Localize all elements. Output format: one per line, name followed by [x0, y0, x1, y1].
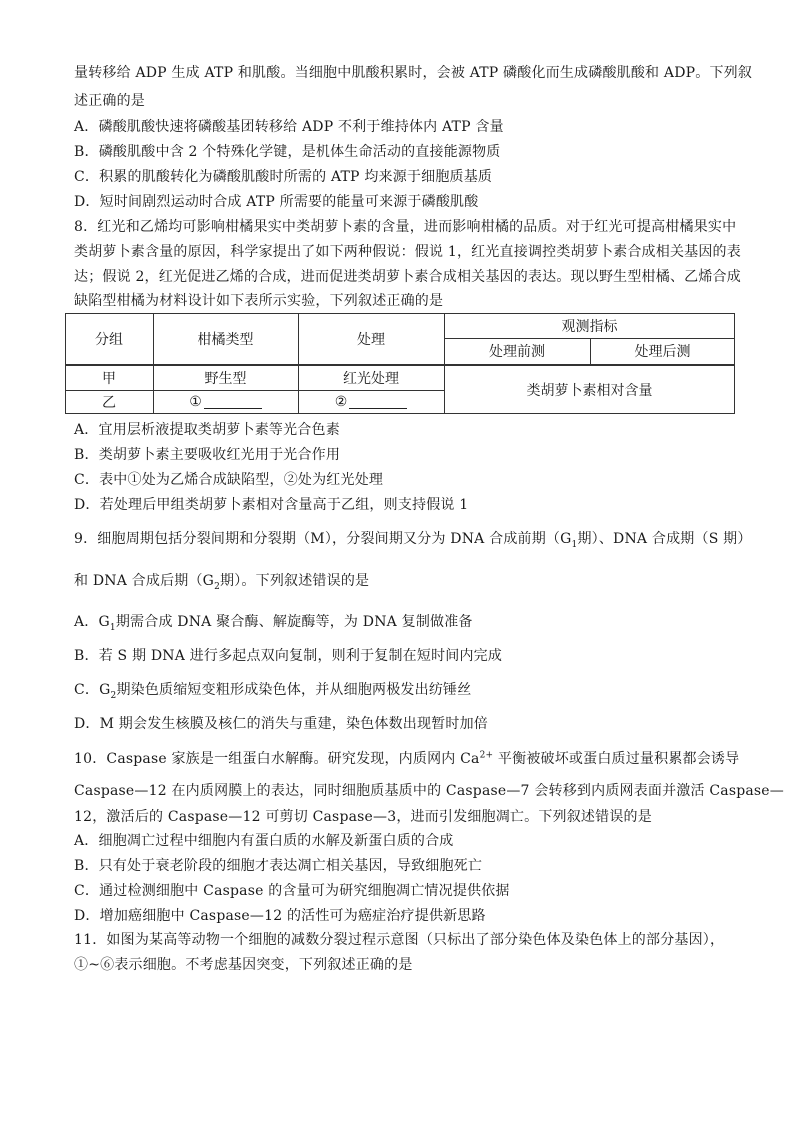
q8-experiment-table: [65, 313, 735, 414]
td-group-yi: 乙: [102, 394, 116, 411]
td-treatment-yi: [298, 390, 444, 413]
q9-opt-c-b: 期染色质缩短变粗形成染色体，并从细胞两极发出纺锤丝: [116, 682, 472, 698]
q10-stem-line-2: Caspase—12 在内质网膜上的表达，同时细胞质基质中的 Caspase—7 会转移到内质网表面并激活 Caspase—: [74, 783, 784, 799]
q9-stem-1a: 9．细胞周期包括分裂间期和分裂期（M），分裂间期又分为 DNA 合成前期（G: [74, 531, 572, 547]
q9-opt-a-sub: 1: [109, 622, 116, 633]
q9-option-a: [74, 613, 473, 631]
td-observation-merged: 类胡萝卜素相对含量: [526, 382, 653, 399]
q9-stem-1b: 期）、DNA 合成期（S 期）: [577, 531, 752, 547]
q10-option-c: C．通过检测细胞中 Caspase 的含量可为研究细胞凋亡情况提供依据: [74, 883, 510, 899]
q9-option-b: B．若 S 期 DNA 进行多起点双向复制，则利于复制在短时间内完成: [74, 648, 503, 664]
q7-option-a: A．磷酸肌酸快速将磷酸基团转移给 ADP 不利于维持体内 ATP 含量: [74, 119, 504, 135]
q8-option-c: C．表中①处为乙烯合成缺陷型，②处为红光处理: [74, 472, 384, 488]
q10-stem-line-1: [74, 750, 739, 768]
td-type-yi: [153, 390, 298, 413]
q9-stem-line-1: [74, 530, 752, 548]
q9-option-d: D．M 期会发生核膜及核仁的消失与重建，染色体数出现暂时加倍: [74, 716, 489, 732]
table-border-bottom: [65, 413, 735, 414]
th-before: 处理前测: [489, 344, 545, 360]
q10-option-b: B．只有处于衰老阶段的细胞才表达凋亡相关基因，导致细胞死亡: [74, 858, 483, 874]
q8-stem-line-3: 达；假说 2，红光促进乙烯的合成，进而促进类胡萝卜素合成相关基因的表达。现以野生型柑橘、乙烯合成: [74, 269, 741, 285]
th-group: 分组: [95, 331, 123, 348]
blank-2-line: [349, 394, 407, 409]
th-treatment: 处理: [357, 331, 385, 348]
q11-stem-line-2: ①~⑥表示细胞。不考虑基因突变，下列叙述正确的是: [74, 957, 413, 973]
q9-sub-g1: 1: [571, 539, 578, 550]
q9-option-c: [74, 681, 471, 699]
q8-option-d: D．若处理后甲组类胡萝卜素相对含量高于乙组，则支持假说 1: [74, 497, 469, 513]
q7-option-b: B．磷酸肌酸中含 2 个特殊化学键，是机体生命活动的直接能源物质: [74, 144, 501, 160]
th-citrus-type: 柑橘类型: [197, 331, 254, 348]
q9-stem-2a: 和 DNA 合成后期（G: [74, 573, 215, 589]
q10-stem-line-3: 12，激活后的 Caspase—12 可剪切 Caspase—3，进而引发细胞凋亡。下列叙述错误的是: [74, 809, 652, 825]
q10-sup-ca: 2+: [479, 750, 494, 761]
q8-stem-line-2: 类胡萝卜素含量的原因，科学家提出了如下两种假说：假说 1，红光直接调控类胡萝卜素合成相关基因的表: [74, 244, 741, 260]
q9-opt-a-b: 期需合成 DNA 聚合酶、解旋酶等，为 DNA 复制做准备: [115, 614, 473, 630]
q10-option-d: D．增加癌细胞中 Caspase—12 的活性可为癌症治疗提供新思路: [74, 908, 486, 924]
q9-stem-2b: 期）。下列叙述错误的是: [220, 573, 370, 589]
q9-sub-g2: 2: [214, 581, 221, 592]
q10-stem-1a: 10．Caspase 家族是一组蛋白水解酶。研究发现，内质网内 Ca: [74, 751, 480, 767]
q7-stem-line-1: 量转移给 ADP 生成 ATP 和肌酸。当细胞中肌酸积累时，会被 ATP 磷酸化而生成磷酸肌酸和 ADP。下列叙: [74, 65, 753, 81]
q10-stem-1b: 平衡被破坏或蛋白质过量积累都会诱导: [497, 751, 740, 767]
q11-stem-line-1: 11．如图为某高等动物一个细胞的减数分裂过程示意图（只标出了部分染色体及染色体上的部分基因），: [74, 932, 725, 948]
q9-opt-c-a: C．G: [74, 682, 111, 698]
q8-option-b: B．类胡萝卜素主要吸收红光用于光合作用: [74, 447, 341, 463]
td-type-jia: 野生型: [204, 371, 247, 387]
q8-option-a: A．宜用层析液提取类胡萝卜素等光合色素: [74, 422, 340, 438]
th-observation: 观测指标: [561, 318, 618, 335]
td-treatment-jia: 红光处理: [343, 371, 399, 387]
q7-stem-line-2: 述正确的是: [74, 93, 145, 109]
blank-2-label: ②: [334, 393, 348, 410]
th-after: 处理后测: [634, 344, 691, 360]
q10-option-a: A．细胞凋亡过程中细胞内有蛋白质的水解及新蛋白质的合成: [74, 833, 454, 849]
q9-opt-c-sub: 2: [110, 690, 117, 701]
q9-opt-a-a: A．G: [74, 614, 110, 630]
q9-stem-line-2: [74, 572, 369, 590]
q7-option-d: D．短时间剧烈运动时合成 ATP 所需要的能量可来源于磷酸肌酸: [74, 194, 479, 210]
q7-option-c: C．积累的肌酸转化为磷酸肌酸时所需的 ATP 均来源于细胞质基质: [74, 169, 493, 185]
td-group-jia: 甲: [102, 371, 116, 387]
q8-stem-line-4: 缺陷型柑橘为材料设计如下表所示实验，下列叙述正确的是: [74, 293, 444, 309]
q8-stem-line-1: 8．红光和乙烯均可影响柑橘果实中类胡萝卜素的含量，进而影响柑橘的品质。对于红光可提高柑橘果实中: [74, 219, 737, 235]
blank-1-label: ①: [189, 393, 202, 410]
blank-1-line: [204, 394, 262, 409]
